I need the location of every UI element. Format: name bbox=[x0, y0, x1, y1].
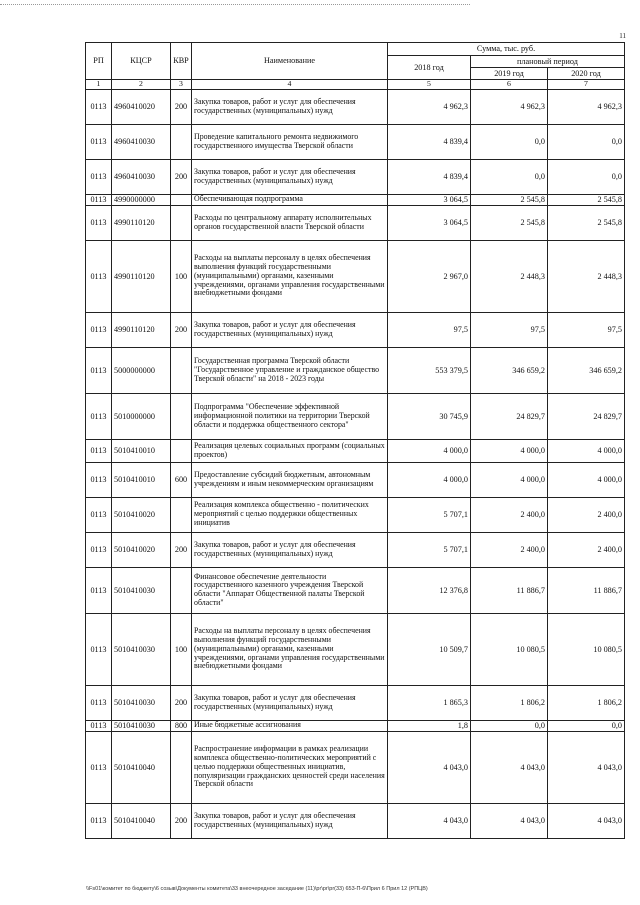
amount-2019-cell: 97,5 bbox=[471, 312, 548, 347]
kcsr-cell: 5010410010 bbox=[112, 462, 171, 497]
kvr-cell bbox=[171, 567, 192, 613]
kcsr-cell: 5000000000 bbox=[112, 347, 171, 393]
amount-2020-cell: 4 043,0 bbox=[548, 803, 625, 838]
amount-2019-cell: 0,0 bbox=[471, 159, 548, 194]
amount-2019-cell: 11 886,7 bbox=[471, 567, 548, 613]
name-cell: Реализация комплекса общественно - политических мероприятий с целью поддержки общественных инициатив bbox=[192, 497, 388, 532]
kcsr-cell: 5010000000 bbox=[112, 393, 171, 439]
header-rp: РП bbox=[86, 43, 112, 80]
amount-2019-cell: 2 545,8 bbox=[471, 205, 548, 240]
column-number: 5 bbox=[388, 80, 471, 90]
amount-2018-cell: 3 064,5 bbox=[388, 205, 471, 240]
amount-2020-cell: 2 400,0 bbox=[548, 532, 625, 567]
amount-2018-cell: 4 000,0 bbox=[388, 439, 471, 462]
kcsr-cell: 4990000000 bbox=[112, 194, 171, 205]
name-cell: Закупка товаров, работ и услуг для обеспечения государственных (муниципальных) нужд bbox=[192, 685, 388, 720]
amount-2020-cell: 24 829,7 bbox=[548, 393, 625, 439]
kcsr-cell: 5010410030 bbox=[112, 567, 171, 613]
file-path-footer: \\Fs01\комитет по бюджету\6 созыв\Документы комитета\33 внеочередное заседание (11)\pr\pr\pr(33) 653-П-6\Прил 6 Прил 12 (РПЦВ) bbox=[86, 886, 428, 892]
kcsr-cell: 5010410010 bbox=[112, 439, 171, 462]
amount-2019-cell: 2 400,0 bbox=[471, 532, 548, 567]
table-row bbox=[86, 803, 625, 838]
kvr-cell: 200 bbox=[171, 685, 192, 720]
table-row bbox=[86, 720, 625, 731]
amount-2020-cell: 0,0 bbox=[548, 720, 625, 731]
rp-cell: 0113 bbox=[86, 347, 112, 393]
name-cell: Расходы на выплаты персоналу в целях обеспечения выполнения функций государственными (муниципальными) органами, казенными учреждениями, органами управления государственными внебюджетными фондами bbox=[192, 613, 388, 685]
rp-cell: 0113 bbox=[86, 439, 112, 462]
top-dotted-line bbox=[0, 4, 470, 5]
name-cell: Обеспечивающая подпрограмма bbox=[192, 194, 388, 205]
amount-2018-cell: 3 064,5 bbox=[388, 194, 471, 205]
table-row bbox=[86, 240, 625, 312]
kvr-cell: 200 bbox=[171, 312, 192, 347]
amount-2018-cell: 553 379,5 bbox=[388, 347, 471, 393]
rp-cell: 0113 bbox=[86, 393, 112, 439]
column-number: 1 bbox=[86, 80, 112, 90]
name-cell: Распространение информации в рамках реализации комплекса общественно-политических мероприятий с целью поддержки общественных инициатив, популяризации гражданских ценностей среди населения Тверской области bbox=[192, 731, 388, 803]
name-cell: Закупка товаров, работ и услуг для обеспечения государственных (муниципальных) нужд bbox=[192, 532, 388, 567]
amount-2019-cell: 2 400,0 bbox=[471, 497, 548, 532]
amount-2020-cell: 2 545,8 bbox=[548, 194, 625, 205]
amount-2018-cell: 4 043,0 bbox=[388, 803, 471, 838]
amount-2018-cell: 4 839,4 bbox=[388, 159, 471, 194]
amount-2019-cell: 4 043,0 bbox=[471, 803, 548, 838]
rp-cell: 0113 bbox=[86, 124, 112, 159]
amount-2020-cell: 0,0 bbox=[548, 159, 625, 194]
column-number: 6 bbox=[471, 80, 548, 90]
amount-2020-cell: 346 659,2 bbox=[548, 347, 625, 393]
table-row bbox=[86, 685, 625, 720]
kcsr-cell: 4960410030 bbox=[112, 124, 171, 159]
amount-2018-cell: 5 707,1 bbox=[388, 532, 471, 567]
kcsr-cell: 5010410040 bbox=[112, 731, 171, 803]
amount-2018-cell: 2 967,0 bbox=[388, 240, 471, 312]
amount-2019-cell: 24 829,7 bbox=[471, 393, 548, 439]
table-row bbox=[86, 124, 625, 159]
name-cell: Государственная программа Тверской области "Государственное управление и гражданское общество Тверской области" на 2018 - 2023 годы bbox=[192, 347, 388, 393]
rp-cell: 0113 bbox=[86, 720, 112, 731]
table-row bbox=[86, 462, 625, 497]
kcsr-cell: 5010410030 bbox=[112, 720, 171, 731]
amount-2020-cell: 0,0 bbox=[548, 124, 625, 159]
page-number: 11 bbox=[619, 32, 626, 40]
table-row bbox=[86, 159, 625, 194]
table-row bbox=[86, 567, 625, 613]
table-row bbox=[86, 89, 625, 124]
header-year-2019: 2019 год bbox=[471, 68, 548, 80]
amount-2020-cell: 2 400,0 bbox=[548, 497, 625, 532]
amount-2019-cell: 2 545,8 bbox=[471, 194, 548, 205]
rp-cell: 0113 bbox=[86, 532, 112, 567]
table-row bbox=[86, 347, 625, 393]
name-cell: Проведение капитального ремонта недвижимого государственного имущества Тверской области bbox=[192, 124, 388, 159]
amount-2018-cell: 5 707,1 bbox=[388, 497, 471, 532]
kcsr-cell: 4990110120 bbox=[112, 205, 171, 240]
kcsr-cell: 5010410030 bbox=[112, 613, 171, 685]
header-year-2018: 2018 год bbox=[388, 56, 471, 80]
header-sum: Сумма, тыс. руб. bbox=[388, 43, 625, 56]
kvr-cell: 600 bbox=[171, 462, 192, 497]
kcsr-cell: 4960410020 bbox=[112, 89, 171, 124]
table-row bbox=[86, 497, 625, 532]
amount-2020-cell: 2 448,3 bbox=[548, 240, 625, 312]
amount-2018-cell: 97,5 bbox=[388, 312, 471, 347]
amount-2019-cell: 10 080,5 bbox=[471, 613, 548, 685]
table-row bbox=[86, 439, 625, 462]
kcsr-cell: 5010410040 bbox=[112, 803, 171, 838]
amount-2019-cell: 4 000,0 bbox=[471, 462, 548, 497]
amount-2020-cell: 4 043,0 bbox=[548, 731, 625, 803]
amount-2018-cell: 1 865,3 bbox=[388, 685, 471, 720]
amount-2019-cell: 346 659,2 bbox=[471, 347, 548, 393]
kvr-cell: 800 bbox=[171, 720, 192, 731]
rp-cell: 0113 bbox=[86, 613, 112, 685]
column-number-row bbox=[86, 80, 625, 90]
amount-2019-cell: 1 806,2 bbox=[471, 685, 548, 720]
name-cell: Закупка товаров, работ и услуг для обеспечения государственных (муниципальных) нужд bbox=[192, 312, 388, 347]
kvr-cell bbox=[171, 731, 192, 803]
kvr-cell: 200 bbox=[171, 532, 192, 567]
table-row bbox=[86, 532, 625, 567]
amount-2018-cell: 4 962,3 bbox=[388, 89, 471, 124]
name-cell: Иные бюджетные ассигнования bbox=[192, 720, 388, 731]
rp-cell: 0113 bbox=[86, 462, 112, 497]
rp-cell: 0113 bbox=[86, 89, 112, 124]
rp-cell: 0113 bbox=[86, 803, 112, 838]
rp-cell: 0113 bbox=[86, 159, 112, 194]
amount-2018-cell: 1,8 bbox=[388, 720, 471, 731]
amount-2019-cell: 4 962,3 bbox=[471, 89, 548, 124]
column-number: 4 bbox=[192, 80, 388, 90]
table-row bbox=[86, 393, 625, 439]
amount-2020-cell: 97,5 bbox=[548, 312, 625, 347]
kvr-cell bbox=[171, 124, 192, 159]
amount-2019-cell: 4 043,0 bbox=[471, 731, 548, 803]
kvr-cell bbox=[171, 205, 192, 240]
kvr-cell: 100 bbox=[171, 613, 192, 685]
name-cell: Расходы по центральному аппарату исполнительных органов государственной власти Тверской области bbox=[192, 205, 388, 240]
kcsr-cell: 4990110120 bbox=[112, 312, 171, 347]
amount-2020-cell: 1 806,2 bbox=[548, 685, 625, 720]
kvr-cell bbox=[171, 497, 192, 532]
kvr-cell bbox=[171, 194, 192, 205]
rp-cell: 0113 bbox=[86, 731, 112, 803]
table-row bbox=[86, 731, 625, 803]
amount-2020-cell: 10 080,5 bbox=[548, 613, 625, 685]
name-cell: Закупка товаров, работ и услуг для обеспечения государственных (муниципальных) нужд bbox=[192, 159, 388, 194]
amount-2019-cell: 0,0 bbox=[471, 720, 548, 731]
header-kvr: КВР bbox=[171, 43, 192, 80]
name-cell: Финансовое обеспечение деятельности государственного казенного учреждения Тверской области "Аппарат Общественной палаты Тверской области" bbox=[192, 567, 388, 613]
name-cell: Реализация целевых социальных программ (социальных проектов) bbox=[192, 439, 388, 462]
kvr-cell: 100 bbox=[171, 240, 192, 312]
kcsr-cell: 5010410020 bbox=[112, 532, 171, 567]
rp-cell: 0113 bbox=[86, 567, 112, 613]
name-cell: Закупка товаров, работ и услуг для обеспечения государственных (муниципальных) нужд bbox=[192, 803, 388, 838]
amount-2018-cell: 4 000,0 bbox=[388, 462, 471, 497]
header-name: Наименование bbox=[192, 43, 388, 80]
amount-2020-cell: 4 962,3 bbox=[548, 89, 625, 124]
amount-2018-cell: 10 509,7 bbox=[388, 613, 471, 685]
amount-2019-cell: 4 000,0 bbox=[471, 439, 548, 462]
rp-cell: 0113 bbox=[86, 497, 112, 532]
amount-2020-cell: 4 000,0 bbox=[548, 439, 625, 462]
rp-cell: 0113 bbox=[86, 205, 112, 240]
rp-cell: 0113 bbox=[86, 194, 112, 205]
amount-2020-cell: 11 886,7 bbox=[548, 567, 625, 613]
amount-2020-cell: 4 000,0 bbox=[548, 462, 625, 497]
rp-cell: 0113 bbox=[86, 240, 112, 312]
table-row bbox=[86, 205, 625, 240]
amount-2018-cell: 4 043,0 bbox=[388, 731, 471, 803]
kvr-cell bbox=[171, 439, 192, 462]
name-cell: Расходы на выплаты персоналу в целях обеспечения выполнения функций государственными (муниципальными) органами, казенными учреждениями, органами управления государственными внебюджетными фондами bbox=[192, 240, 388, 312]
kvr-cell: 200 bbox=[171, 89, 192, 124]
column-number: 7 bbox=[548, 80, 625, 90]
amount-2018-cell: 12 376,8 bbox=[388, 567, 471, 613]
rp-cell: 0113 bbox=[86, 685, 112, 720]
amount-2018-cell: 30 745,9 bbox=[388, 393, 471, 439]
kvr-cell bbox=[171, 393, 192, 439]
table-row bbox=[86, 194, 625, 205]
amount-2019-cell: 2 448,3 bbox=[471, 240, 548, 312]
amount-2019-cell: 0,0 bbox=[471, 124, 548, 159]
column-number: 3 bbox=[171, 80, 192, 90]
header-planned-period: плановый период bbox=[471, 56, 625, 68]
kvr-cell bbox=[171, 347, 192, 393]
name-cell: Предоставление субсидий бюджетным, автономным учреждениям и иным некоммерческим организациям bbox=[192, 462, 388, 497]
column-number: 2 bbox=[112, 80, 171, 90]
kcsr-cell: 4960410030 bbox=[112, 159, 171, 194]
kvr-cell: 200 bbox=[171, 159, 192, 194]
table-row bbox=[86, 312, 625, 347]
name-cell: Закупка товаров, работ и услуг для обеспечения государственных (муниципальных) нужд bbox=[192, 89, 388, 124]
kcsr-cell: 5010410020 bbox=[112, 497, 171, 532]
name-cell: Подпрограмма "Обеспечение эффективной информационной политики на территории Тверской области и поддержка общественного сектора" bbox=[192, 393, 388, 439]
header-kcsr: КЦСР bbox=[112, 43, 171, 80]
header-year-2020: 2020 год bbox=[548, 68, 625, 80]
amount-2020-cell: 2 545,8 bbox=[548, 205, 625, 240]
kcsr-cell: 4990110120 bbox=[112, 240, 171, 312]
kcsr-cell: 5010410030 bbox=[112, 685, 171, 720]
kvr-cell: 200 bbox=[171, 803, 192, 838]
rp-cell: 0113 bbox=[86, 312, 112, 347]
table-body bbox=[86, 89, 625, 838]
budget-table bbox=[85, 42, 625, 839]
table-row bbox=[86, 613, 625, 685]
amount-2018-cell: 4 839,4 bbox=[388, 124, 471, 159]
